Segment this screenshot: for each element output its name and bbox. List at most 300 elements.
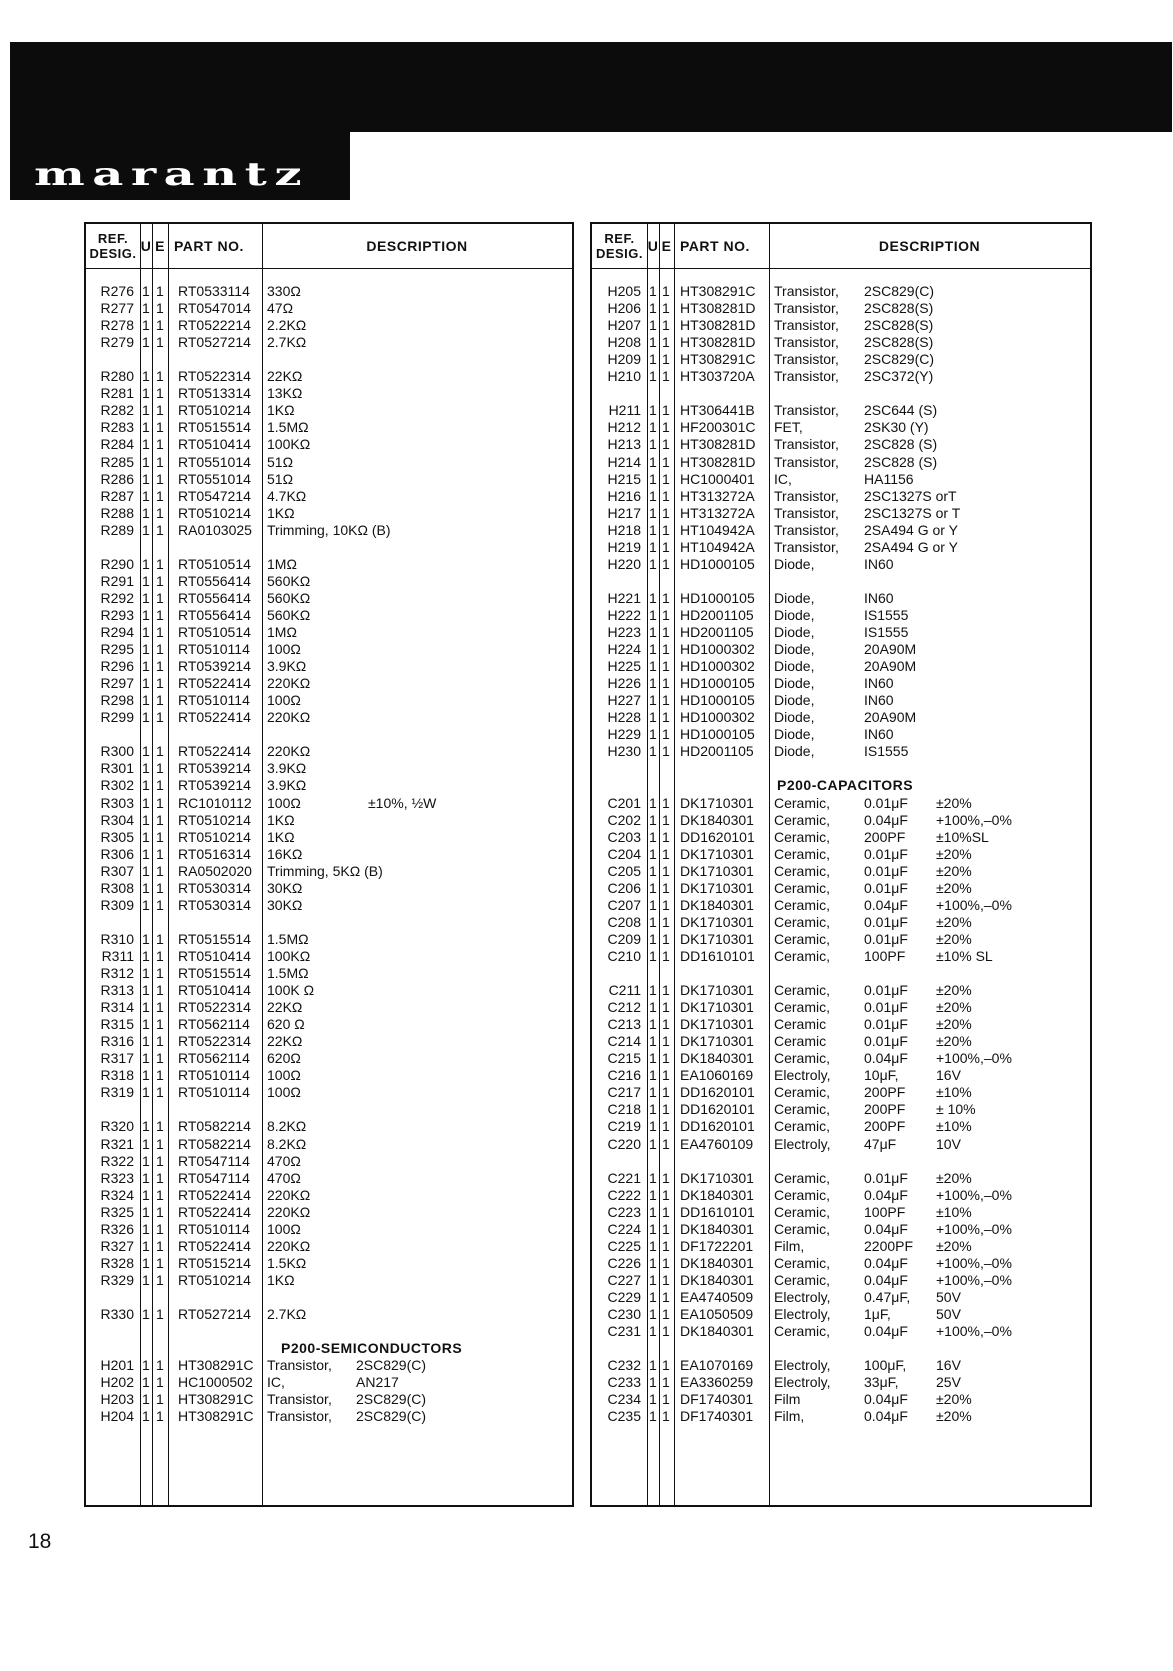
description: Ceramic, — [774, 1050, 831, 1067]
qty-e: 1 — [156, 743, 164, 760]
qty-u: 1 — [142, 999, 150, 1016]
parts-row — [86, 657, 572, 675]
part-no: HD1000105 — [680, 726, 755, 743]
parts-row — [86, 1169, 572, 1187]
part-no: RT0522414 — [178, 1203, 251, 1220]
qty-e: 1 — [662, 1101, 670, 1118]
qty-e: 1 — [156, 521, 164, 538]
description: 8.2KΩ — [267, 1118, 307, 1135]
ref-desig: R286 — [100, 470, 134, 487]
qty-e: 1 — [156, 1084, 164, 1101]
description-tolerance: ±10% SL — [936, 947, 993, 964]
qty-e: 1 — [662, 1084, 670, 1101]
part-no: DK1710301 — [680, 1169, 754, 1186]
description: 1MΩ — [267, 624, 297, 640]
description: 560KΩ — [267, 572, 311, 589]
parts-row — [592, 299, 1090, 317]
description: Transistor, — [774, 283, 839, 299]
qty-u: 1 — [142, 1254, 150, 1271]
description: 100Ω — [267, 1220, 301, 1237]
parts-row — [86, 384, 572, 402]
qty-u: 1 — [649, 896, 657, 913]
description-value: 0.04μF — [864, 1391, 908, 1408]
qty-u: 1 — [142, 470, 150, 487]
qty-e: 1 — [662, 436, 670, 453]
qty-u: 1 — [649, 436, 657, 453]
qty-e: 1 — [156, 1271, 164, 1288]
part-no: HD1000105 — [680, 589, 755, 606]
header-ref-line1: REF. — [97, 231, 129, 246]
parts-row — [86, 674, 572, 692]
ref-desig: H225 — [607, 658, 641, 675]
qty-e: 1 — [662, 419, 670, 436]
qty-e: 1 — [662, 1050, 670, 1067]
ref-desig: H226 — [607, 675, 641, 692]
description-tolerance: ±20% — [936, 879, 972, 896]
description-value: IN60 — [864, 726, 894, 743]
qty-e: 1 — [662, 300, 670, 317]
qty-u: 1 — [649, 1016, 657, 1033]
description-value: 0.04μF — [864, 1050, 908, 1067]
description: 4.7KΩ — [267, 487, 307, 504]
qty-u: 1 — [142, 283, 150, 299]
qty-u: 1 — [649, 351, 657, 368]
qty-e: 1 — [662, 930, 670, 947]
qty-u: 1 — [649, 709, 657, 726]
part-no: DD1620101 — [680, 1118, 755, 1135]
parts-row — [592, 1169, 1090, 1187]
parts-row — [592, 1083, 1090, 1101]
parts-row — [86, 623, 572, 641]
parts-row — [592, 1271, 1090, 1289]
parts-row — [592, 1100, 1090, 1118]
description: 100Ω — [267, 1084, 301, 1101]
part-no: HT313272A — [680, 504, 755, 521]
qty-e: 1 — [156, 1135, 164, 1152]
description: Transistor, — [774, 436, 839, 453]
description-tolerance: 16V — [936, 1357, 961, 1374]
qty-e: 1 — [662, 334, 670, 351]
description-tolerance: ±20% — [936, 1033, 972, 1050]
part-no: EA1050509 — [680, 1306, 754, 1322]
description-value: 2SC829(C) — [356, 1391, 427, 1408]
ref-desig: R325 — [100, 1203, 134, 1220]
qty-e: 1 — [662, 999, 670, 1016]
parts-row — [592, 282, 1090, 300]
description-tolerance: ±20% — [936, 1391, 972, 1408]
description: Transistor, — [774, 487, 839, 504]
part-no: RT0510114 — [178, 641, 250, 658]
ref-desig: R294 — [100, 624, 134, 640]
description: IC, — [267, 1374, 285, 1391]
description: Transistor, — [774, 538, 839, 555]
parts-row — [86, 862, 572, 880]
ref-desig: H209 — [607, 351, 641, 368]
qty-e: 1 — [156, 300, 164, 317]
qty-e: 1 — [156, 862, 164, 879]
qty-e: 1 — [156, 930, 164, 947]
description-value: 2200PF — [864, 1237, 914, 1254]
qty-e: 1 — [156, 1374, 164, 1391]
description: Ceramic, — [774, 862, 831, 879]
qty-e: 1 — [662, 726, 670, 743]
description: 47Ω — [267, 300, 294, 317]
parts-row — [592, 725, 1090, 743]
qty-u: 1 — [142, 930, 150, 947]
ref-desig: R306 — [100, 845, 134, 862]
parts-row — [86, 947, 572, 965]
ref-desig: H219 — [607, 538, 641, 555]
ref-desig: H212 — [607, 419, 641, 436]
qty-e: 1 — [662, 1118, 670, 1135]
qty-e: 1 — [156, 896, 164, 913]
description: 100Ω — [267, 692, 301, 709]
qty-u: 1 — [142, 1033, 150, 1050]
header-part-no: PART NO. — [174, 238, 244, 254]
part-no: RT0510214 — [178, 1271, 251, 1288]
description: Transistor, — [774, 368, 839, 385]
description: 100KΩ — [267, 436, 311, 453]
ref-desig: C226 — [607, 1254, 641, 1271]
qty-e: 1 — [156, 1016, 164, 1033]
parts-row — [86, 333, 572, 351]
qty-u: 1 — [649, 317, 657, 334]
parts-row — [86, 435, 572, 453]
part-no: RT0510414 — [178, 436, 251, 453]
part-no: HD2001105 — [680, 624, 754, 640]
description: Transistor, — [774, 521, 839, 538]
part-no: RT0513314 — [178, 385, 251, 402]
description-value: 0.01μF — [864, 879, 908, 896]
ref-desig: C216 — [607, 1067, 641, 1084]
description-value: IS1555 — [864, 624, 909, 640]
ref-desig: H223 — [607, 624, 641, 640]
ref-desig: H202 — [100, 1374, 134, 1391]
section-heading: P200-CAPACITORS — [777, 777, 914, 794]
description-value: 0.01μF — [864, 913, 908, 930]
parts-row — [592, 828, 1090, 846]
part-no: HT308281D — [680, 300, 756, 317]
qty-e: 1 — [156, 470, 164, 487]
ref-desig: R321 — [100, 1135, 134, 1152]
description-tolerance: ±20% — [936, 1408, 972, 1425]
description-value: 2SC829(C) — [356, 1357, 427, 1374]
description-tolerance: ± 10% — [936, 1101, 976, 1118]
part-no: RT0547114 — [178, 1152, 250, 1169]
ref-desig: C222 — [607, 1186, 641, 1203]
description-value: 0.04μF — [864, 1254, 908, 1271]
qty-e: 1 — [156, 334, 164, 351]
ref-desig: H217 — [607, 504, 641, 521]
part-no: RT0516314 — [178, 845, 251, 862]
parts-row — [86, 1083, 572, 1101]
ref-desig: R283 — [100, 419, 134, 436]
description: Transistor, — [774, 351, 839, 368]
ref-desig: R301 — [100, 760, 134, 777]
description: Ceramic, — [774, 947, 831, 964]
qty-u: 1 — [649, 1050, 657, 1067]
parts-row — [592, 350, 1090, 368]
qty-u: 1 — [142, 1357, 150, 1374]
qty-e: 1 — [156, 1391, 164, 1408]
qty-u: 1 — [649, 1391, 657, 1408]
qty-e: 1 — [156, 811, 164, 828]
parts-row — [86, 828, 572, 846]
description: Ceramic — [774, 1033, 827, 1050]
parts-row — [592, 333, 1090, 351]
part-no: DK1710301 — [680, 845, 754, 862]
qty-u: 1 — [649, 1169, 657, 1186]
qty-u: 1 — [649, 982, 657, 999]
part-no: DK1710301 — [680, 794, 754, 811]
description-tolerance: ±20% — [936, 930, 972, 947]
qty-e: 1 — [662, 947, 670, 964]
qty-u: 1 — [649, 419, 657, 436]
part-no: HT313272A — [680, 487, 755, 504]
part-no: RT0533114 — [178, 283, 250, 299]
qty-u: 1 — [142, 1203, 150, 1220]
qty-u: 1 — [649, 675, 657, 692]
ref-desig: C234 — [607, 1391, 641, 1408]
parts-row — [86, 316, 572, 334]
qty-u: 1 — [649, 1271, 657, 1288]
part-no: RT0556414 — [178, 589, 251, 606]
qty-e: 1 — [662, 317, 670, 334]
qty-e: 1 — [662, 487, 670, 504]
qty-u: 1 — [142, 317, 150, 334]
header-ref-desig — [592, 224, 647, 268]
parts-row — [86, 879, 572, 897]
parts-row — [592, 879, 1090, 897]
part-no: HD1000302 — [680, 641, 755, 658]
description: Electroly, — [774, 1306, 831, 1322]
ref-desig: C224 — [607, 1220, 641, 1237]
part-no: RT0515514 — [178, 965, 251, 981]
qty-e: 1 — [156, 317, 164, 334]
qty-u: 1 — [649, 1237, 657, 1254]
qty-u: 1 — [142, 1016, 150, 1033]
qty-u: 1 — [142, 555, 150, 572]
parts-row — [592, 657, 1090, 675]
qty-u: 1 — [649, 930, 657, 947]
qty-u: 1 — [142, 811, 150, 828]
qty-u: 1 — [649, 1357, 657, 1374]
qty-u: 1 — [649, 470, 657, 487]
parts-row — [592, 504, 1090, 522]
ref-desig: R288 — [100, 504, 134, 521]
ref-desig: R276 — [100, 283, 134, 299]
description: 1.5MΩ — [267, 419, 309, 436]
ref-desig: C208 — [607, 913, 641, 930]
qty-u: 1 — [142, 521, 150, 538]
description-tolerance: 50V — [936, 1288, 961, 1305]
qty-u: 1 — [142, 1135, 150, 1152]
ref-desig: C232 — [607, 1357, 641, 1374]
ref-desig: R300 — [100, 743, 134, 760]
part-no: RT0510414 — [178, 947, 251, 964]
qty-e: 1 — [662, 606, 670, 623]
parts-row — [86, 1032, 572, 1050]
qty-u: 1 — [142, 624, 150, 640]
ref-desig: H201 — [100, 1357, 134, 1374]
qty-e: 1 — [156, 504, 164, 521]
description: Film — [774, 1391, 801, 1408]
qty-u: 1 — [649, 999, 657, 1016]
description-value: 0.01μF — [864, 999, 908, 1016]
qty-e: 1 — [156, 419, 164, 436]
qty-u: 1 — [649, 1220, 657, 1237]
ref-desig: R281 — [100, 385, 134, 402]
part-no: EA3360259 — [680, 1374, 754, 1391]
description: 100Ω — [267, 794, 301, 811]
header-ref-line2: DESIG. — [89, 246, 137, 261]
qty-e: 1 — [156, 436, 164, 453]
part-no: RA0502020 — [178, 862, 252, 879]
parts-row — [86, 759, 572, 777]
ref-desig: H230 — [607, 743, 641, 760]
description: 470Ω — [267, 1152, 301, 1169]
part-no: DK1710301 — [680, 1016, 754, 1033]
part-no: HF200301C — [680, 419, 756, 436]
ref-desig: C223 — [607, 1203, 641, 1220]
description-value: 2SC829(C) — [356, 1408, 427, 1425]
part-no: RT0510514 — [178, 624, 251, 640]
qty-e: 1 — [662, 675, 670, 692]
parts-row — [592, 538, 1090, 556]
description-tolerance: 16V — [936, 1067, 961, 1084]
part-no: DK1840301 — [680, 811, 754, 828]
page-number: 18 — [28, 1530, 52, 1553]
part-no: RT0510214 — [178, 402, 251, 419]
description: Diode, — [774, 555, 815, 572]
qty-u: 1 — [142, 402, 150, 419]
qty-u: 1 — [142, 368, 150, 385]
description: 220KΩ — [267, 1203, 311, 1220]
description: Film, — [774, 1408, 805, 1425]
description: Electroly, — [774, 1357, 831, 1374]
ref-desig: H216 — [607, 487, 641, 504]
description: Ceramic, — [774, 845, 831, 862]
description: 1.5MΩ — [267, 965, 309, 981]
header-divider — [592, 268, 1090, 269]
description-tolerance: ±20% — [936, 862, 972, 879]
part-no: RT0522314 — [178, 999, 251, 1016]
parts-row — [86, 794, 572, 812]
parts-row — [86, 1305, 572, 1323]
parts-row — [592, 998, 1090, 1016]
qty-e: 1 — [662, 589, 670, 606]
description: 220KΩ — [267, 709, 311, 726]
ref-desig: R279 — [100, 334, 134, 351]
part-no: DK1840301 — [680, 1254, 754, 1271]
ref-desig: C230 — [607, 1306, 641, 1322]
parts-row — [86, 845, 572, 863]
parts-row — [86, 367, 572, 385]
parts-row — [592, 896, 1090, 914]
description: 1KΩ — [267, 1271, 295, 1288]
ref-desig: H206 — [607, 300, 641, 317]
part-no: RT0510214 — [178, 504, 251, 521]
parts-row — [592, 981, 1090, 999]
qty-e: 1 — [156, 1169, 164, 1186]
description: 220KΩ — [267, 675, 311, 692]
ref-desig: R284 — [100, 436, 134, 453]
description-tolerance: 50V — [936, 1306, 961, 1322]
part-no: DK1710301 — [680, 862, 754, 879]
description: Ceramic, — [774, 1271, 831, 1288]
description-value: 200PF — [864, 1118, 906, 1135]
ref-desig: R311 — [101, 947, 134, 964]
parts-row — [592, 708, 1090, 726]
qty-u: 1 — [649, 300, 657, 317]
ref-desig: C203 — [607, 828, 641, 845]
description: Ceramic, — [774, 828, 831, 845]
part-no: RT0510114 — [178, 692, 250, 709]
description-value: IN60 — [864, 692, 894, 709]
qty-u: 1 — [649, 453, 657, 470]
parts-row — [86, 521, 572, 539]
parts-row — [86, 470, 572, 488]
header-bar — [10, 42, 1172, 132]
description: 620Ω — [267, 1050, 301, 1067]
ref-desig: R319 — [100, 1084, 134, 1101]
qty-u: 1 — [649, 402, 657, 419]
description-value: 2SC1327S or T — [864, 504, 961, 521]
qty-u: 1 — [649, 606, 657, 623]
header-ref-desig — [86, 224, 140, 268]
qty-u: 1 — [142, 385, 150, 402]
description-tolerance: +100%,–0% — [936, 1271, 1012, 1288]
qty-e: 1 — [662, 1271, 670, 1288]
ref-desig: H221 — [607, 589, 641, 606]
parts-row — [592, 1203, 1090, 1221]
description-tolerance: ±20% — [936, 982, 972, 999]
ref-desig: R296 — [100, 658, 134, 675]
description: Diode, — [774, 692, 815, 709]
parts-row — [592, 1117, 1090, 1135]
parts-row — [86, 572, 572, 590]
part-no: RT0522314 — [178, 368, 251, 385]
header-e: E — [155, 238, 165, 254]
ref-desig: C231 — [607, 1323, 641, 1340]
ref-desig: R317 — [100, 1050, 134, 1067]
parts-row — [86, 896, 572, 914]
part-no: RT0562114 — [178, 1016, 250, 1033]
part-no: RT0522414 — [178, 675, 251, 692]
ref-desig: C206 — [607, 879, 641, 896]
parts-row — [86, 555, 572, 573]
parts-row — [592, 1373, 1090, 1391]
qty-u: 1 — [142, 453, 150, 470]
qty-e: 1 — [662, 845, 670, 862]
qty-e: 1 — [156, 709, 164, 726]
parts-row — [592, 947, 1090, 965]
section-heading-row — [86, 1339, 572, 1357]
parts-row — [592, 1254, 1090, 1272]
description-tolerance: ±10% — [936, 1203, 972, 1220]
parts-row — [86, 1271, 572, 1289]
description: Ceramic, — [774, 879, 831, 896]
qty-e: 1 — [662, 794, 670, 811]
part-no: RT0522214 — [178, 317, 251, 334]
description-tolerance: +100%,–0% — [936, 896, 1012, 913]
parts-row — [592, 1220, 1090, 1238]
qty-u: 1 — [142, 760, 150, 777]
description-value: 20A90M — [864, 709, 917, 726]
part-no: DF1740301 — [680, 1391, 754, 1408]
qty-e: 1 — [662, 1067, 670, 1084]
description: Film, — [774, 1237, 805, 1254]
